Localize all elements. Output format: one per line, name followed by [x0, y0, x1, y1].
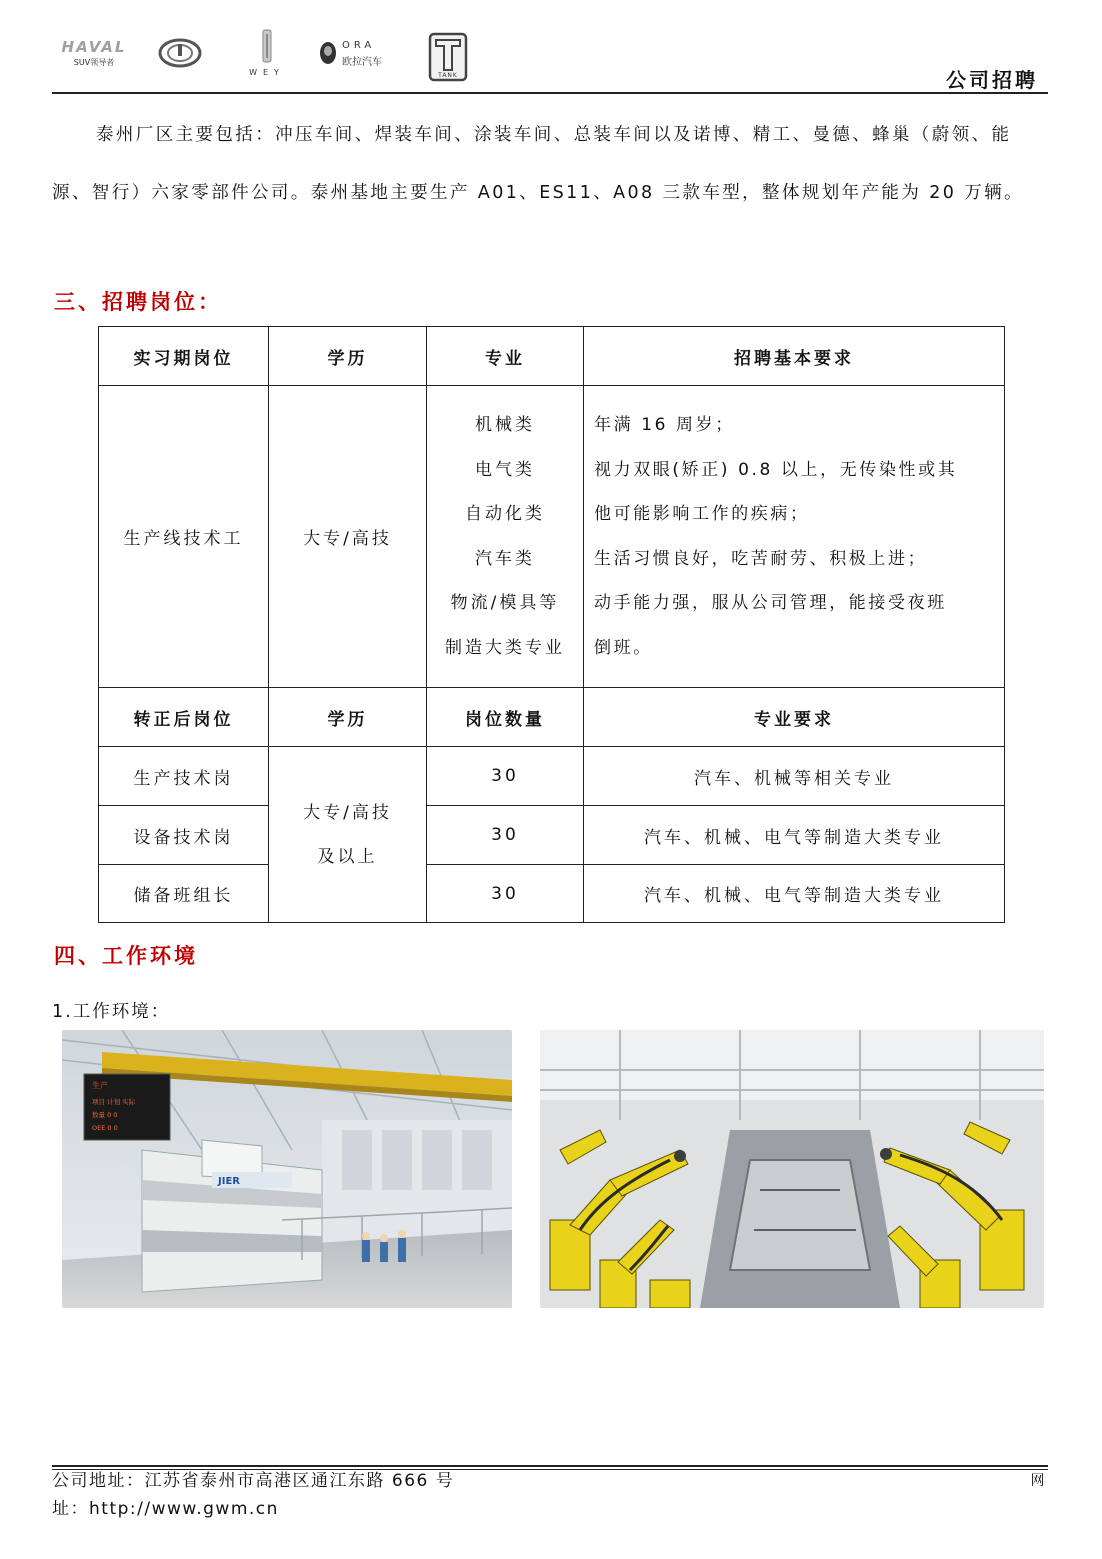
intern-header-row: [99, 327, 1005, 386]
ora-wordmark: ORA: [342, 40, 376, 51]
section4-heading: 四、工作环境: [54, 944, 198, 968]
haval-logo: [58, 38, 130, 68]
header-cell: 实习期岗位: [99, 327, 269, 386]
board-row: 项目 计划 实际: [92, 1098, 136, 1106]
formal-count: 30: [427, 865, 584, 923]
intern-requirements: [584, 386, 1005, 688]
header-cell: 专业: [427, 327, 584, 386]
tank-wordmark: TANK: [438, 72, 458, 79]
formal-header-row: [99, 688, 1005, 747]
gwm-emblem-logo: [158, 38, 202, 68]
header-cell: 专业要求: [584, 688, 1005, 747]
major-item: 制造大类专业: [445, 637, 565, 658]
board-row: OEE 0 0: [92, 1124, 118, 1132]
header-cell: 学历: [269, 688, 427, 747]
intern-position: 生产线技术工: [99, 386, 269, 688]
footer-fragment: 网: [1030, 1473, 1046, 1489]
intro-paragraph: 泰州厂区主要包括：冲压车间、焊装车间、涂装车间、总装车间以及诺博、精工、曼德、蜂巢（蔚领、能源、智行）六家零部件公司。泰州基地主要生产 A01、ES11、A08 三款车型，整体规划年产能为 20 万辆。: [52, 125, 1024, 203]
formal-count: 30: [427, 747, 584, 806]
tank-logo: [428, 32, 468, 82]
header-title: 公司招聘: [946, 68, 1038, 92]
table-row: [99, 747, 1005, 806]
board-title: 生产: [92, 1081, 108, 1090]
footer-address: 公司地址：江苏省泰州市高港区通江东路 666 号: [52, 1471, 455, 1491]
requirement-line: 生活习惯良好，吃苦耐劳、积极上进；: [594, 548, 928, 569]
stamping-workshop-photo: [62, 1030, 512, 1308]
work-env-subheading: 1.工作环境：: [52, 1002, 171, 1022]
haval-wordmark: HAVAL: [61, 38, 127, 56]
header-cell: 学历: [269, 327, 427, 386]
formal-education: [269, 747, 427, 923]
section3-heading: 三、招聘岗位：: [54, 290, 222, 314]
haval-tagline: SUV领导者: [73, 58, 115, 67]
formal-count: 30: [427, 806, 584, 865]
footer-website: 址：http://www.gwm.cn: [52, 1499, 279, 1519]
requirement-line: 倒班。: [594, 637, 653, 658]
formal-position: 生产技术岗: [99, 747, 269, 806]
intern-education: 大专/高技: [269, 386, 427, 688]
header-cell: 转正后岗位: [99, 688, 269, 747]
major-item: 电气类: [475, 459, 535, 480]
header-cell: 岗位数量: [427, 688, 584, 747]
ora-logo: [318, 38, 392, 70]
intern-row: [99, 386, 1005, 688]
board-row: 数量 0 0: [92, 1111, 118, 1119]
intern-majors: [427, 386, 584, 688]
table-row: [99, 806, 1005, 865]
education-line: 及以上: [317, 846, 378, 867]
wey-logo: [244, 28, 290, 80]
formal-position: 储备班组长: [99, 865, 269, 923]
recruitment-table: [98, 326, 1005, 923]
formal-requirement: 汽车、机械、电气等制造大类专业: [584, 806, 1005, 865]
major-item: 机械类: [475, 415, 535, 435]
requirement-line: 年满 16 周岁；: [594, 415, 735, 435]
major-item: 物流/模具等: [450, 593, 560, 613]
header-cell: 招聘基本要求: [584, 327, 1005, 386]
ora-tagline: 欧拉汽车: [342, 57, 382, 68]
education-line: 大专/高技: [303, 802, 392, 823]
table-row: [99, 865, 1005, 923]
requirement-line: 他可能影响工作的疾病；: [594, 504, 810, 524]
major-item: 汽车类: [475, 548, 535, 569]
welding-robots-photo: [540, 1030, 1044, 1308]
press-sign-text: JIER: [218, 1176, 240, 1187]
major-item: 自动化类: [465, 504, 545, 524]
requirement-line: 视力双眼(矫正) 0.8 以上，无传染性或其: [594, 459, 958, 480]
formal-requirement: 汽车、机械、电气等制造大类专业: [584, 865, 1005, 923]
formal-position: 设备技术岗: [99, 806, 269, 865]
formal-requirement: 汽车、机械等相关专业: [584, 747, 1005, 806]
wey-wordmark: WEY: [249, 68, 285, 77]
header-divider: [52, 92, 1048, 94]
requirement-line: 动手能力强，服从公司管理，能接受夜班: [594, 593, 947, 613]
